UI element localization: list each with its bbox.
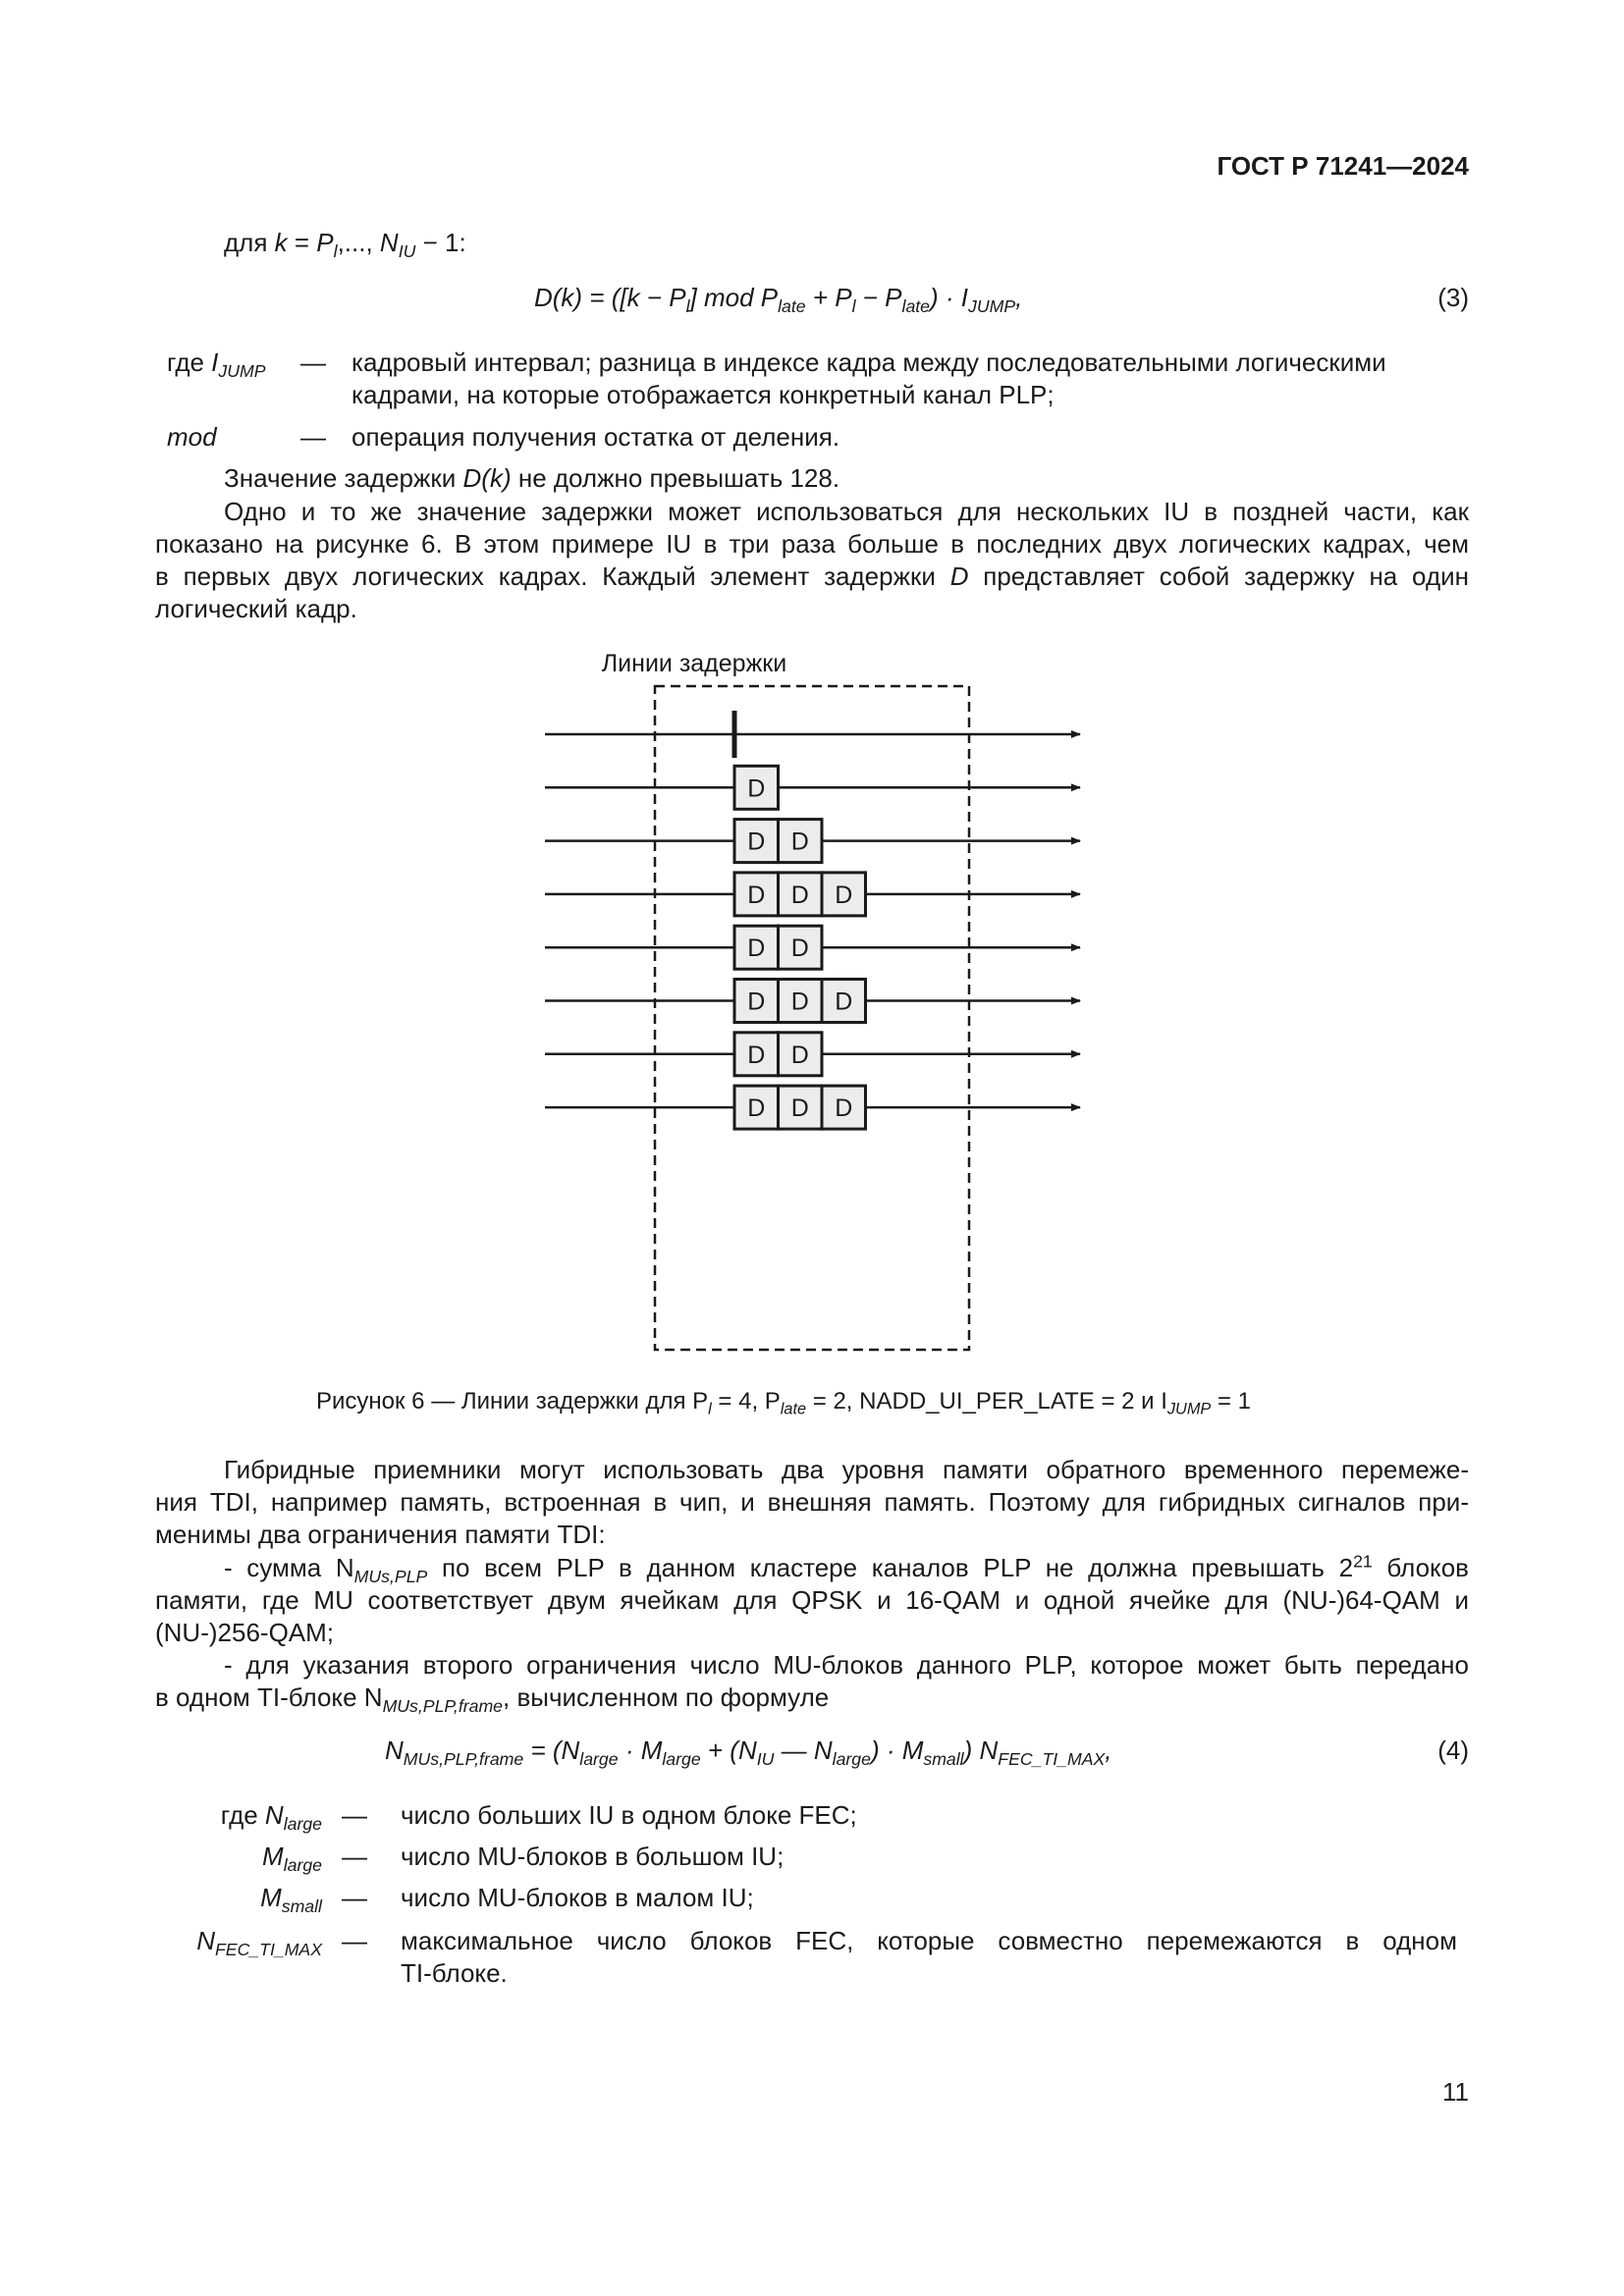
- delay-cell-label: D: [747, 828, 766, 856]
- delay-line-rows: [545, 711, 1080, 1129]
- def-dash: —: [300, 422, 326, 452]
- def4-term-mlarge: $M_{large}$: [262, 1842, 322, 1876]
- def-term-mod: mod: [167, 422, 217, 452]
- def4-text-mlarge: число MU-блоков в большом IU;: [401, 1842, 785, 1871]
- def-dash: —: [342, 1842, 367, 1871]
- paragraph-2-line3: в первых двух логических кадрах. Каждый элемент задержки D представляет собой задержку на один: [155, 561, 1469, 591]
- delay-cell-label: D: [790, 881, 809, 909]
- delay-cell-label: D: [747, 934, 766, 963]
- figure-title: Линии задержки: [601, 650, 787, 677]
- def-text-ijump-line2: кадрами, на которые отображается конкретный канал PLP;: [352, 380, 1055, 409]
- bullet-1-line2: памяти, где MU соответствует двум ячейкам для QPSK и 16-QAM и одной ячейке для (NU-)64-QAM и: [155, 1585, 1469, 1615]
- page-number: 11: [1442, 2077, 1469, 2107]
- delay-cell-label: D: [790, 828, 809, 856]
- def-dash: —: [342, 1883, 367, 1912]
- paragraph-2-line1: Одно и то же значение задержки может использоваться для нескольких IU в поздней части, как: [224, 497, 1469, 526]
- delay-cell-label: D: [790, 934, 809, 963]
- paragraph-3-line1: Гибридные приемники могут использовать два уровня памяти обратного временного перемеже-: [224, 1455, 1469, 1484]
- paragraph-2-line2: показано на рисунке 6. В этом примере IU в три раза больше в последних двух логических кадрах, чем: [155, 529, 1469, 559]
- bullet-1-line3: (NU-)256-QAM;: [155, 1618, 335, 1647]
- delay-cell-label: D: [790, 988, 809, 1016]
- delay-cell-label: D: [835, 881, 853, 909]
- delay-cell-label: D: [747, 988, 766, 1016]
- delay-cell-label: D: [790, 1041, 809, 1069]
- def4-text-nfec-line1: максимальное число блоков FEC, которые совместно перемежаются в одном: [401, 1926, 1457, 1955]
- paragraph-3-line3: менимы два ограничения памяти TDI:: [155, 1520, 606, 1549]
- paragraph-3-line2: ния TDI, например память, встроенная в чип, и внешняя память. Поэтому для гибридных сигналов при-: [155, 1487, 1469, 1517]
- def4-text-nlarge: число больших IU в одном блоке FEC;: [401, 1800, 857, 1830]
- bullet-2-line1: - для указания второго ограничения число MU-блоков данного PLP, которое может быть передано: [224, 1650, 1469, 1680]
- def4-term-nlarge: где $N_{large}$: [220, 1800, 322, 1835]
- def4-term-msmall: $M_{small}$: [260, 1883, 322, 1917]
- delay-cell-label: D: [835, 1095, 853, 1123]
- formula-3-intro: для $k = P_l$,..., $N_{IU} - 1$:: [224, 228, 466, 262]
- formula-3: $D(k) = ([k - P_l]$ mod $P_{late} + P_l - P_{late}) \cdot I_{JUMP}$,: [534, 283, 1023, 317]
- def-text-mod: операция получения остатка от деления.: [352, 422, 840, 452]
- document-header: ГОСТ Р 71241—2024: [1217, 151, 1469, 181]
- delay-cell-label: D: [835, 988, 853, 1016]
- def-term-ijump: где $I_{JUMP}$: [167, 347, 266, 382]
- formula-3-number: (3): [1437, 283, 1469, 312]
- def4-text-msmall: число MU-блоков в малом IU;: [401, 1883, 754, 1912]
- def4-text-nfec-line2: TI-блоке.: [401, 1958, 508, 1988]
- paragraph-2-line4: логический кадр.: [155, 594, 357, 623]
- figure-caption: Рисунок 6 — Линии задержки для $P_l = 4$, $P_{late} = 2$, NADD_UI_PER_LATE = 2 и $I_{JUMP} = 1$: [316, 1388, 1251, 1418]
- def-dash: —: [342, 1926, 367, 1955]
- delay-lines-figure: [530, 646, 1100, 1362]
- delay-cell-label: D: [747, 774, 766, 803]
- formula-4: $N_{MUs,PLP,frame} = (N_{large} \cdot M_{large} + (N_{IU}$ — $N_{large}) \cdot M_{small}$) $N_{FEC\_TI\_MAX}$,: [385, 1735, 1112, 1770]
- delay-cell-label: D: [790, 1095, 809, 1123]
- bullet-1-line1: - сумма $N_{MUs,PLP}$ по всем PLP в данном кластере каналов PLP не должна превышать $2^{21}$ блоков: [224, 1551, 1469, 1587]
- def-text-ijump-line1: кадровый интервал; разница в индексе кадра между последовательными логическими: [352, 347, 1386, 377]
- delay-cell-label: D: [747, 1041, 766, 1069]
- delay-cell-label: D: [747, 1095, 766, 1123]
- delay-cell-label: D: [747, 881, 766, 909]
- formula-4-number: (4): [1437, 1735, 1469, 1765]
- def-dash: —: [342, 1800, 367, 1830]
- def-dash: —: [300, 347, 326, 377]
- bullet-2-line2: в одном TI-блоке $N_{MUs,PLP,frame}$, вычисленном по формуле: [155, 1682, 830, 1717]
- def4-term-nfec: $N_{FEC\_TI\_MAX}$: [196, 1926, 322, 1960]
- paragraph-delay-limit: Значение задержки D(k) не должно превышать 128.: [224, 463, 840, 493]
